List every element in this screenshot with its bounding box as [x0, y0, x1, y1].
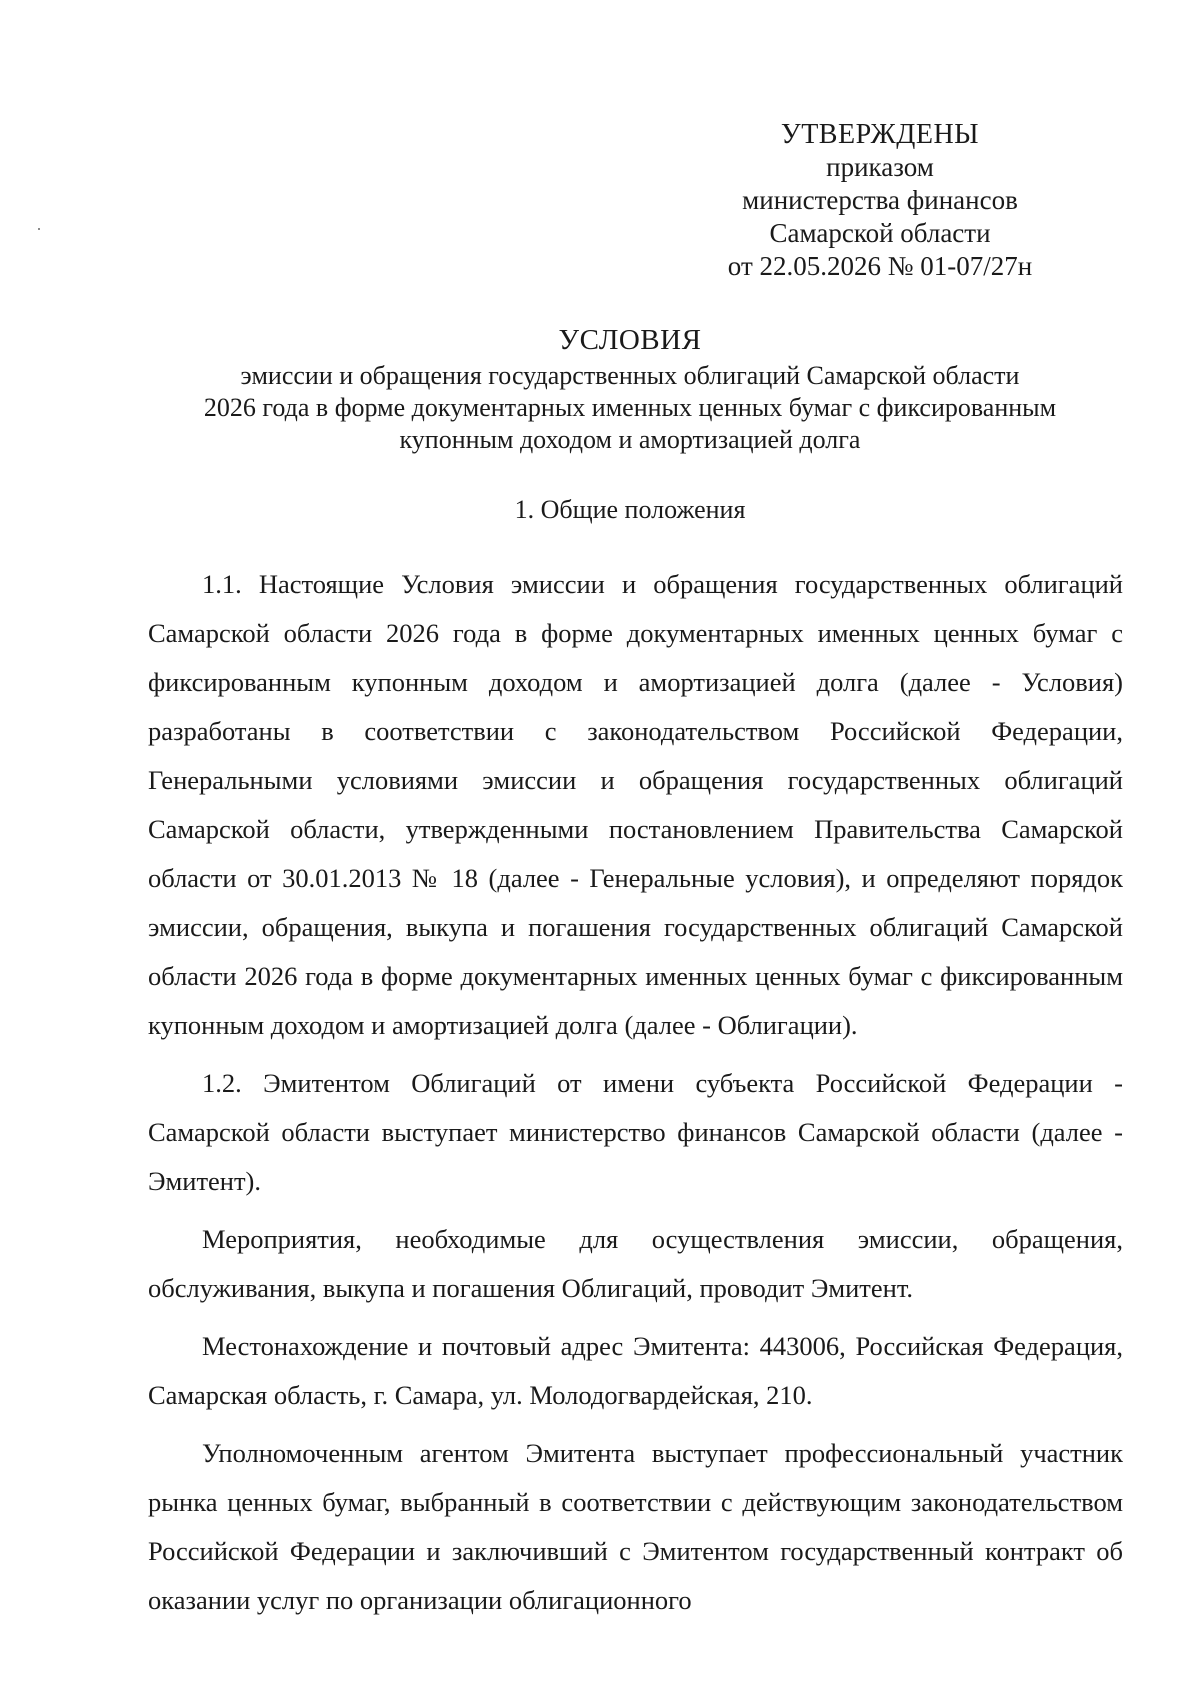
approval-line-2: приказом: [826, 152, 934, 182]
approval-line-5: от 22.05.2026 № 01-07/27н: [727, 251, 1033, 281]
paragraph: Уполномоченным агентом Эмитента выступает профессиональный участник рынка ценных бумаг, выбранный в соответствии с действующим законодательством Российской Федерации и заключивший с Эмитентом государственный контракт об оказании услуг по организации облигационного: [148, 1438, 1123, 1615]
approval-line-3: министерства финансов: [742, 185, 1018, 215]
paragraph: 1.2. Эмитентом Облигаций от имени субъекта Российской Федерации - Самарской области выступает министерство финансов Самарской области (далее - Эмитент).: [148, 1068, 1123, 1196]
document-subtitle-line-2: 2026 года в форме документарных именных ценных бумаг с фиксированным: [203, 393, 1057, 422]
paragraph: 1.1. Настоящие Условия эмиссии и обращения государственных облигаций Самарской области 2026 года в форме документарных именных ценных бумаг с фиксированным купонным доходом и амортизацией долга (далее - Условия) разработаны в соответствии с законодательством Российской Федерации, Генеральными условиями эмиссии и обращения государственных облигаций Самарской области, утвержденными постановлением Правительства Самарской области от 30.01.2013 № 18 (далее - Генеральные условия), и определяют порядок эмиссии, обращения, выкупа и погашения государственных облигаций Самарской области 2026 года в форме документарных именных ценных бумаг с фиксированным купонным доходом и амортизацией долга (далее - Облигации).: [148, 569, 1123, 1040]
approval-line-1: УТВЕРЖДЕНЫ: [780, 119, 980, 150]
paragraph: Местонахождение и почтовый адрес Эмитента: 443006, Российская Федерация, Самарская область, г. Самара, ул. Молодогвардейская, 210.: [148, 1331, 1123, 1410]
section-heading: 1. Общие положения: [514, 495, 746, 524]
document-title: УСЛОВИЯ: [558, 324, 702, 356]
scan-speck: [38, 228, 40, 230]
document-subtitle-line-3: купонным доходом и амортизацией долга: [399, 425, 861, 454]
approval-stamp: [700, 118, 1060, 283]
document-subtitle-line-1: эмиссии и обращения государственных облигаций Самарской области: [240, 361, 1020, 390]
paragraph: Мероприятия, необходимые для осуществления эмиссии, обращения, обслуживания, выкупа и погашения Облигаций, проводит Эмитент.: [148, 1224, 1123, 1303]
approval-line-4: Самарской области: [769, 218, 991, 248]
section-body: [148, 560, 1123, 1634]
document-title-block: [130, 322, 1130, 456]
